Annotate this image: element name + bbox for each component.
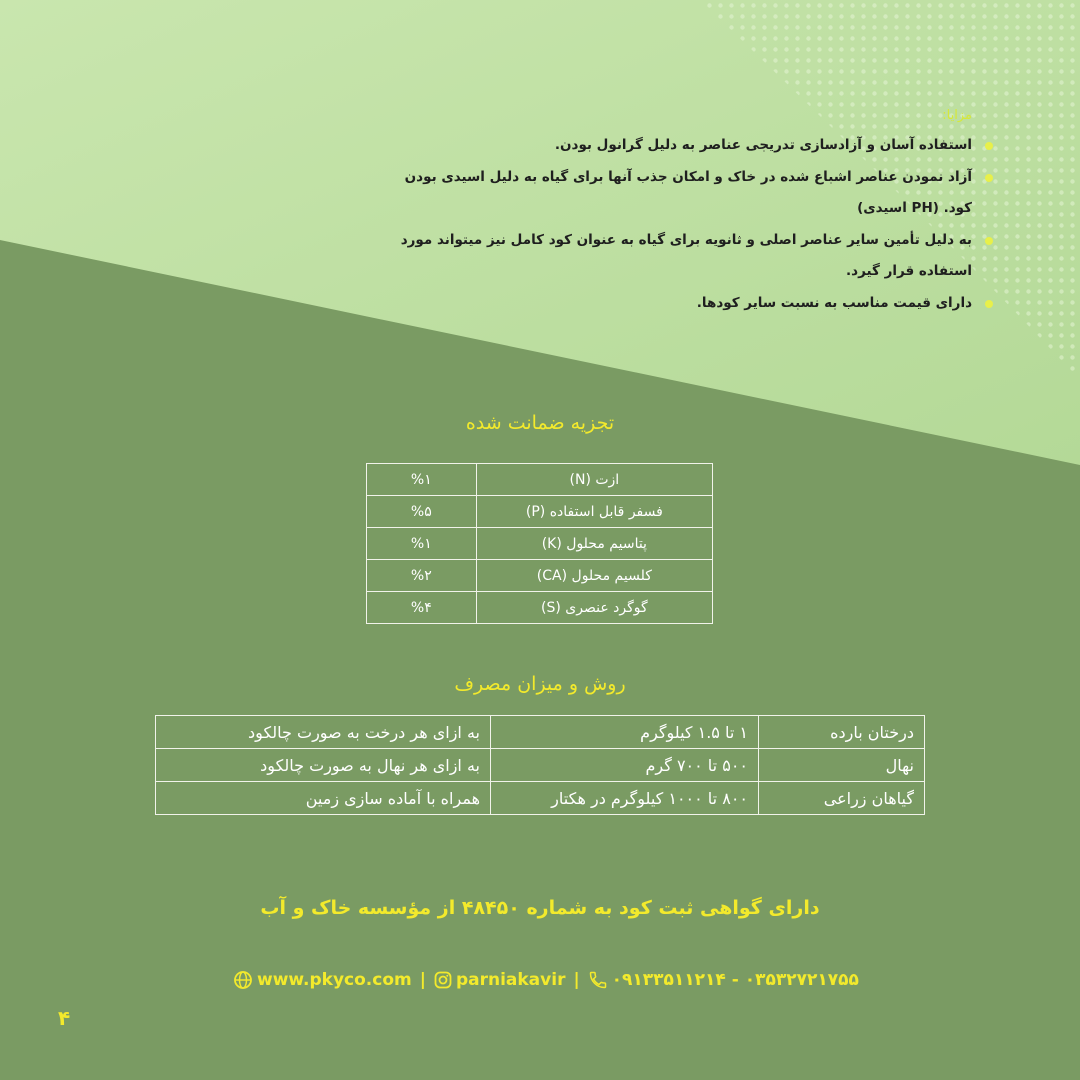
nutrient-value: %۱ [367, 528, 477, 560]
analysis-table [366, 463, 713, 624]
table-row [367, 528, 713, 560]
phone-numbers[interactable]: ۰۹۱۳۳۵۱۱۲۱۴ - ۰۳۵۳۲۷۲۱۷۵۵ [611, 970, 859, 990]
instagram-handle[interactable]: parniakavir [455, 970, 566, 990]
plant-type: درختان بارده [759, 716, 925, 749]
dosage-amount: ۵۰۰ تا ۷۰۰ گرم [491, 749, 759, 782]
nutrient-value: %۴ [367, 592, 477, 624]
table-row [156, 782, 925, 815]
certificate-note: دارای گواهی ثبت کود به شماره ۴۸۴۵۰ از مؤسسه خاک و آب [260, 897, 820, 919]
table-row [156, 716, 925, 749]
dosage-amount: ۱ تا ۱.۵ کیلوگرم [491, 716, 759, 749]
bullet-icon [985, 142, 993, 150]
bullet-icon [985, 174, 993, 182]
table-row [367, 464, 713, 496]
advantages-list [384, 130, 984, 319]
list-item: به دلیل تأمین سایر عناصر اصلی و ثانویه برای گیاه به عنوان کود کامل نیز میتواند مورد استفاده قرار گیرد. [384, 225, 984, 288]
nutrient-name: گوگرد عنصری (S) [476, 592, 712, 624]
table-row [156, 749, 925, 782]
plant-type: نهال [759, 749, 925, 782]
dosage-amount: ۸۰۰ تا ۱۰۰۰ کیلوگرم در هکتار [491, 782, 759, 815]
nutrient-name: پتاسیم محلول (K) [476, 528, 712, 560]
nutrient-name: کلسیم محلول (CA) [476, 560, 712, 592]
table-row [367, 560, 713, 592]
table-row [367, 592, 713, 624]
nutrient-value: %۱ [367, 464, 477, 496]
nutrient-name: ازت (N) [476, 464, 712, 496]
nutrient-name: فسفر قابل استفاده (P) [476, 496, 712, 528]
bullet-icon [985, 300, 993, 308]
list-item: استفاده آسان و آزادسازی تدریجی عناصر به دلیل گرانول بودن. [384, 130, 984, 162]
table-row [367, 496, 713, 528]
bullet-icon [985, 237, 993, 245]
globe-icon [233, 970, 253, 990]
instagram-icon [434, 971, 452, 989]
phone-icon [588, 970, 608, 990]
application-method: به ازای هر نهال به صورت چالکود [156, 749, 491, 782]
usage-title: روش و میزان مصرف [454, 673, 626, 695]
application-method: به ازای هر درخت به صورت چالکود [156, 716, 491, 749]
list-item: دارای قیمت مناسب به نسبت سایر کودها. [384, 288, 984, 320]
page-number: ۴ [58, 1006, 71, 1030]
list-item: آزاد نمودن عناصر اشباع شده در خاک و امکان جذب آنها برای گیاه به دلیل اسیدی بودن کود. (PH اسیدی) [384, 162, 984, 225]
advantages-title: مزایا: [942, 108, 972, 123]
separator: | [419, 970, 426, 990]
plant-type: گیاهان زراعی [759, 782, 925, 815]
analysis-title: تجزیه ضمانت شده [465, 412, 615, 434]
separator: | [573, 970, 580, 990]
usage-table [155, 715, 925, 815]
contact-bar [233, 970, 859, 990]
nutrient-value: %۲ [367, 560, 477, 592]
application-method: همراه با آماده سازی زمین [156, 782, 491, 815]
nutrient-value: %۵ [367, 496, 477, 528]
website-link[interactable]: www.pkyco.com [257, 970, 412, 990]
